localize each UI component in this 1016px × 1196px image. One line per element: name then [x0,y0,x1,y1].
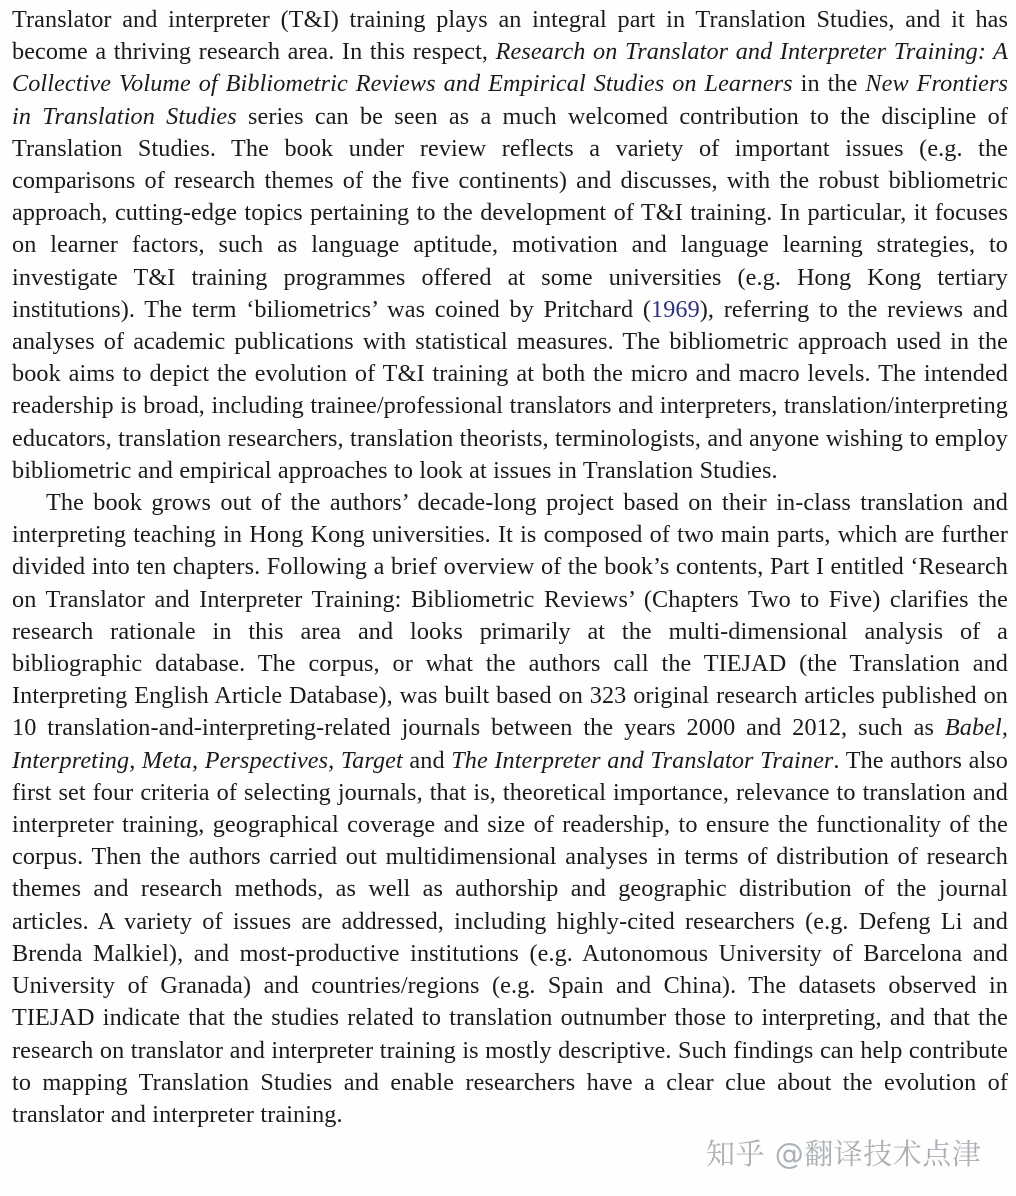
italic-title: Babel, Interpreting, Meta, Perspectives, Target [12,714,1008,774]
text-run: and [402,746,452,774]
paragraph-1 [12,4,1008,487]
text-run: . The authors also first set four criteria of selecting journals, that is, theoretical importance, relevance to translation and interpreter training, geographical coverage and size of readership, to ensure the functionality of the corpus. Then the authors carried out multidimensional analyses in terms of distribution of research themes and research methods, as well as authorship and geographic distribution of the journal articles. A variety of issues are addressed, including highly-cited researchers (e.g. Defeng Li and Brenda Malkiel), and most-productive institutions (e.g. Autonomous University of Barcelona and University of Granada) and countries/regions (e.g. Spain and China). The datasets observed in TIEJAD indicate that the studies related to translation outnumber those to interpreting, and that the research on translator and interpreter training is mostly descriptive. Such findings can help contribute to mapping Translation Studies and enable researchers have a clear clue about the evolution of translator and interpreter training. [12,746,1008,1128]
citation-year-link[interactable]: 1969 [651,295,700,323]
italic-title: New Frontiers in Translation Studies [12,70,1009,130]
paragraph-2 [12,487,1008,1131]
text-run: series can be seen as a much welcomed contribution to the discipline of Translation Studies. The book under review reflects a variety of important issues (e.g. the comparisons of research themes of the five continents) and discusses, with the robust bibliometric approach, cutting-edge topics pertaining to the development of T&I training. In particular, it focuses on learner factors, such as language aptitude, motivation and language learning strategies, to investigate T&I training programmes offered at some universities (e.g. Hong Kong tertiary institutions). The term ‘biliometrics’ was coined by Pritchard ( [12,102,1008,323]
italic-title: Research on Translator and Interpreter Training: A Collective Volume of Bibliometric Reviews and Empirical Studies on Learners [12,38,1008,98]
text-run: ), referring to the reviews and analyses of academic publications with statistical measures. The bibliometric approach used in the book aims to depict the evolution of T&I training at both the micro and macro levels. The intended readership is broad, including trainee/professional translators and interpreters, translation/interpreting educators, translation researchers, translation theorists, terminologists, and anyone wishing to employ bibliometric and empirical approaches to look at issues in Translation Studies. [12,295,1008,484]
text-run: in the [792,70,866,98]
watermark [706,1131,1006,1177]
italic-title: The Interpreter and Translator Trainer [451,746,834,774]
document-body [12,4,1008,1131]
watermark-text: 知乎 @翻译技术点津 [706,1137,982,1171]
text-run: Translator and interpreter (T&I) training plays an integral part in Translation Studies, and it has become a thriving research area. In this respect, [12,6,1008,66]
text-run: The book grows out of the authors’ decade-long project based on their in-class translation and interpreting teaching in Hong Kong universities. It is composed of two main parts, which are further divided into ten chapters. Following a brief overview of the book’s contents, Part I entitled ‘Research on Translator and Interpreter Training: Bibliometric Reviews’ (Chapters Two to Five) clarifies the research rationale in this area and looks primarily at the multi-dimensional analysis of a bibliographic database. The corpus, or what the authors call the TIEJAD (the Translation and Interpreting English Article Database), was built based on 323 original research articles published on 10 translation-and-interpreting-related journals between the years 2000 and 2012, such as [12,489,1008,742]
